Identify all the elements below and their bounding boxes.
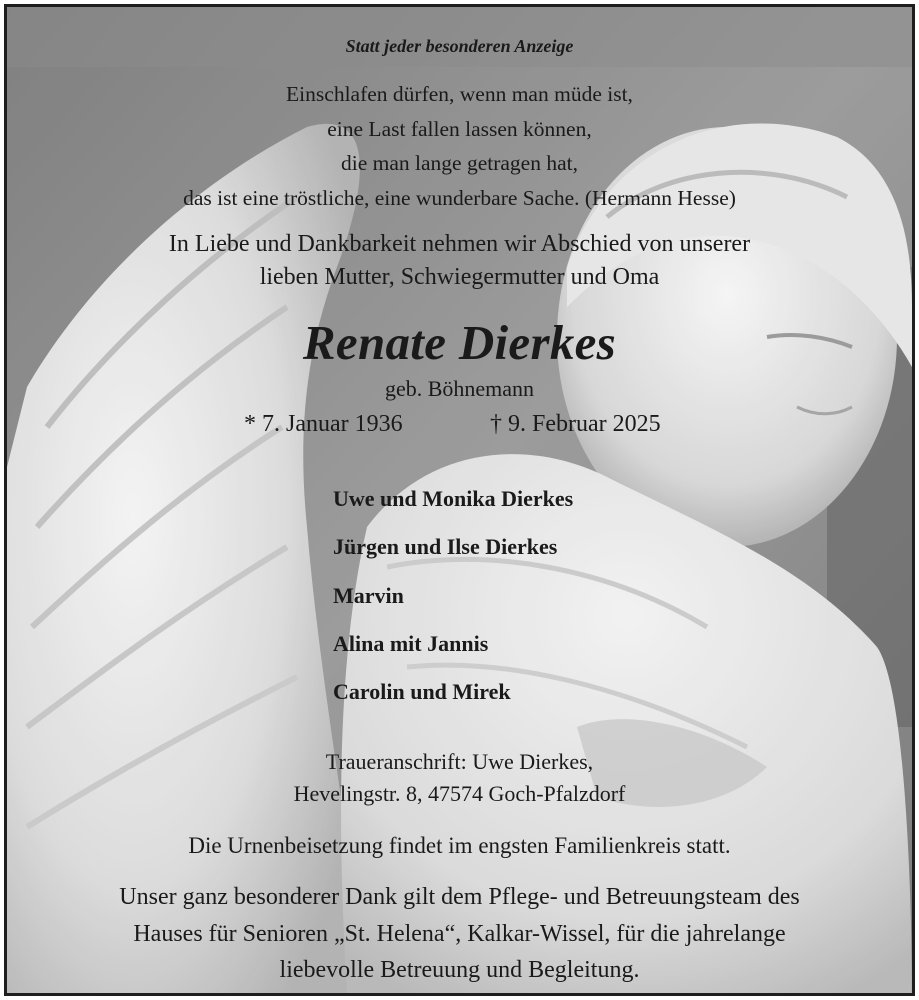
mourner-name: Carolin und Mirek [333, 679, 511, 705]
mourner-name: Jürgen und Ilse Dierkes [333, 534, 558, 560]
poem [7, 77, 912, 215]
thanks-note [7, 879, 912, 989]
deceased-name: Renate Dierkes [302, 315, 617, 370]
birth-name: geb. Böhnemann [384, 376, 535, 401]
notice-header: Statt jeder besonderen Anzeige [345, 36, 574, 56]
address-line: Traueranschrift: Uwe Dierkes, [325, 749, 594, 774]
death-date: † 9. Februar 2025 [490, 411, 661, 437]
mourner-name: Marvin [333, 582, 404, 608]
poem-line: eine Last fallen lassen können, [327, 116, 592, 141]
intro-line: In Liebe und Dankbarkeit nehmen wir Abschied von unserer [168, 231, 751, 257]
mourner-name: Uwe und Monika Dierkes [333, 486, 574, 511]
poem-line: die man lange getragen hat, [341, 151, 578, 175]
birth-date: * 7. Januar 1936 [244, 411, 403, 437]
intro-line: lieben Mutter, Schwiegermutter und Oma [259, 264, 660, 290]
mourning-address [7, 746, 912, 810]
burial-note: Die Urnenbeisetzung findet im engsten Familienkreis statt. [188, 833, 731, 858]
thanks-line: Hauses für Senioren „St. Helena“, Kalkar-Wissel, für die jahrelange [133, 920, 786, 947]
mourner-name: Alina mit Jannis [333, 630, 489, 656]
address-line: Hevelingstr. 8, 47574 Goch-Pfalzdorf [293, 781, 626, 806]
obituary-notice [4, 4, 915, 996]
thanks-line: liebevolle Betreuung und Begleitung. [279, 957, 640, 983]
mourners-list [333, 483, 573, 724]
poem-line: das ist eine tröstliche, eine wunderbare Sache. (Hermann Hesse) [183, 185, 736, 210]
farewell-intro [7, 228, 912, 294]
poem-line: Einschlafen dürfen, wenn man müde ist, [286, 82, 633, 106]
thanks-line: Unser ganz besonderer Dank gilt dem Pflege- und Betreuungsteam des [119, 884, 800, 910]
